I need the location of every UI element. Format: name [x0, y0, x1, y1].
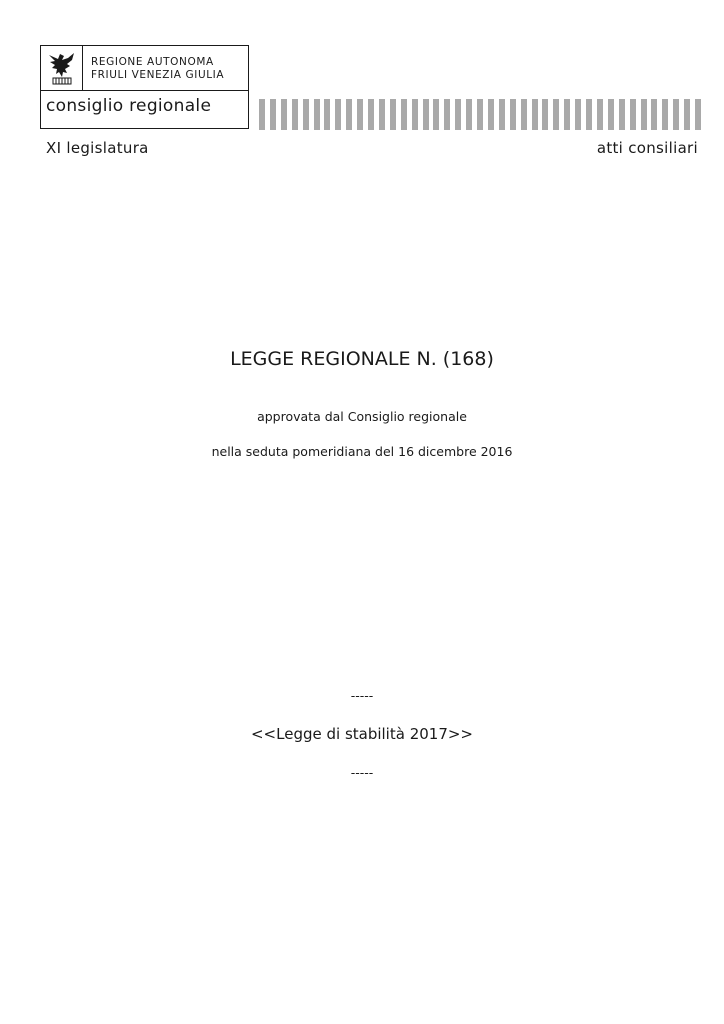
stripe — [684, 99, 690, 130]
stripe — [433, 99, 439, 130]
stripe — [608, 99, 614, 130]
logo-row — [41, 46, 248, 91]
region-line-1: REGIONE AUTONOMA — [91, 56, 214, 68]
stripe — [444, 99, 450, 130]
stripe — [673, 99, 679, 130]
stripe — [423, 99, 429, 130]
stripe — [651, 99, 657, 130]
decorative-stripes — [259, 99, 699, 130]
stripe — [695, 99, 701, 130]
stripe — [510, 99, 516, 130]
stripe — [630, 99, 636, 130]
stripe — [521, 99, 527, 130]
stripe — [281, 99, 287, 130]
eagle-emblem-icon — [41, 46, 83, 90]
council-name: consiglio regionale — [46, 96, 212, 116]
stripe — [455, 99, 461, 130]
legislatura-label: XI legislatura — [46, 139, 149, 157]
stripe — [586, 99, 592, 130]
stripe — [662, 99, 668, 130]
stripe — [619, 99, 625, 130]
stripe — [488, 99, 494, 130]
stripe — [346, 99, 352, 130]
stripe — [532, 99, 538, 130]
law-title: LEGGE REGIONALE N. (168) — [230, 348, 494, 370]
region-line-2: FRIULI VENEZIA GIULIA — [91, 68, 225, 81]
region-name — [91, 56, 224, 81]
stripe — [412, 99, 418, 130]
stripe — [368, 99, 374, 130]
stripe — [335, 99, 341, 130]
stripe — [314, 99, 320, 130]
stripe — [597, 99, 603, 130]
stripe — [575, 99, 581, 130]
stripe — [324, 99, 330, 130]
stripe — [499, 99, 505, 130]
stripe — [553, 99, 559, 130]
stripe — [477, 99, 483, 130]
stripe — [390, 99, 396, 130]
institution-header — [40, 45, 249, 129]
stripe — [292, 99, 298, 130]
separator-top: ----- — [350, 688, 374, 703]
approval-text: approvata dal Consiglio regionale — [257, 409, 467, 424]
stripe — [270, 99, 276, 130]
stripe — [564, 99, 570, 130]
stripe — [542, 99, 548, 130]
stripe — [259, 99, 265, 130]
stripe — [401, 99, 407, 130]
separator-bottom: ----- — [350, 765, 374, 780]
stripe — [641, 99, 647, 130]
atti-consiliari-label: atti consiliari — [596, 139, 698, 157]
stripe — [303, 99, 309, 130]
stripe — [379, 99, 385, 130]
stripe — [466, 99, 472, 130]
stripe — [357, 99, 363, 130]
session-text: nella seduta pomeridiana del 16 dicembre 2016 — [211, 444, 513, 459]
law-name: <<Legge di stabilità 2017>> — [250, 725, 474, 743]
